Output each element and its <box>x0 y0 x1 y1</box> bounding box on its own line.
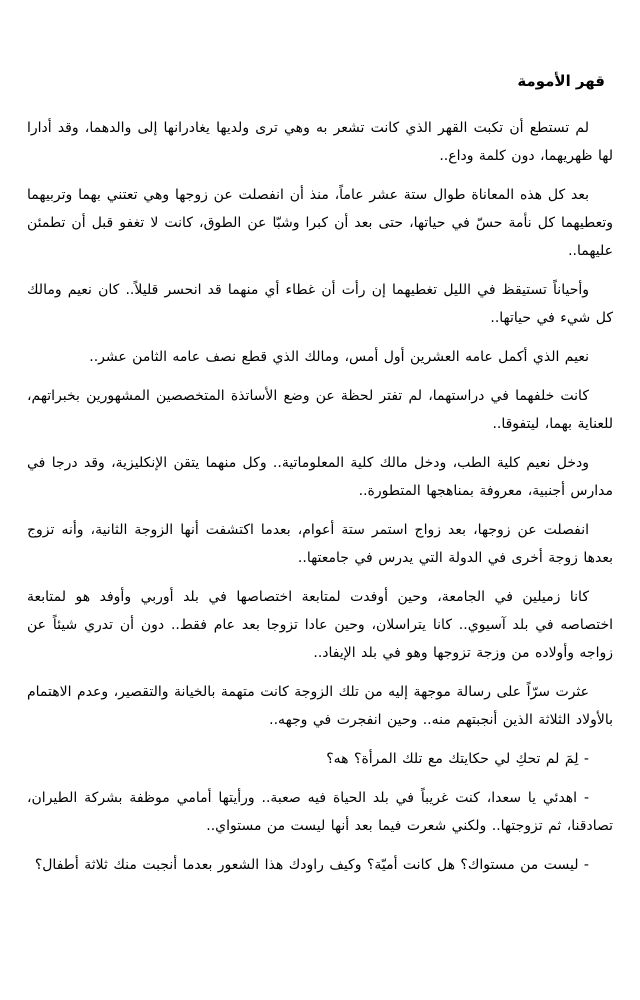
paragraph: كانت خلفهما في دراستهما، لم تفتر لحظة عن وضع الأساتذة المتخصصين المشهورين بخبراتهم، للعناية بهما، ليتفوقا.. <box>27 388 613 432</box>
paragraph: عثرت سرّاً على رسالة موجهة إليه من تلك الزوجة كانت متهمة بالخيانة والتقصير، وعدم الاهتمام بالأولاد الثلاثة الذين أنجبتهم منه.. وحين انفجرت في وجهه.. <box>27 684 613 728</box>
paragraph: بعد كل هذه المعاناة طوال ستة عشر عاماً، منذ أن انفصلت عن زوجها وهي تعتني بهما وتربيهما وتعطيهما كل نأمة حسّ في حياتها، حتى بعد أن كبرا وشبّا عن الطوق، كانت لا تغفو قبل أن تطمئن عليهما.. <box>27 187 613 259</box>
story-title: قهر الأمومة <box>517 72 605 90</box>
paragraph: انفصلت عن زوجها، بعد زواج استمر ستة أعوام، بعدما اكتشفت أنها الزوجة الثانية، وأنه تزوج بعدها زوجة أخرى في الدولة التي يدرس في جامعتها.. <box>27 522 613 566</box>
paragraph: وأحياناً تستيقظ في الليل تغطيهما إن رأت أن غطاء أي منهما قد انحسر قليلاً.. كان نعيم ومالك كل شيء في حياتها.. <box>27 282 613 326</box>
dialogue-line: - اهدئي يا سعدا، كنت غريباً في بلد الحياة فيه صعبة.. ورأيتها أمامي موظفة بشركة الطيران، تصادقنا، ثم تزوجتها.. ولكني شعرت فيما بعد أنها ليست من مستواي.. <box>27 790 613 834</box>
paragraph: لم تستطع أن تكبت القهر الذي كانت تشعر به وهي ترى ولديها يغادرانها إلى والدهما، وقد أدارا لها ظهريهما، دون كلمة وداع.. <box>27 120 613 164</box>
dialogue-line: - لِمَ لم تحكِ لي حكايتك مع تلك المرأة؟ هه؟ <box>326 751 589 767</box>
paragraph: ودخل نعيم كلية الطب، ودخل مالك كلية المعلوماتية.. وكل منهما يتقن الإنكليزية، وقد درجا في مدارس أجنبية، معروفة بمناهجها المتطورة.. <box>27 455 613 499</box>
dialogue-line: - ليست من مستواك؟ هل كانت أميّة؟ وكيف راودك هذا الشعور بعدما أنجبت منك ثلاثة أطفال؟ <box>34 857 589 873</box>
paragraph: نعيم الذي أكمل عامه العشرين أول أمس، ومالك الذي قطع نصف عامه الثامن عشر.. <box>89 349 589 365</box>
paragraph: كانا زميلين في الجامعة، وحين أوفدت لمتابعة اختصاصها في بلد أوربي وأوفد هو لمتابعة اختصاصه في بلد آسيوي.. كانا يتراسلان، وحين عادا تزوجا بعد عام فقط.. دون أن تدري شيئاً عن زواجه وأولاده من وزجة تزوجها وهو في بلد الإيفاد.. <box>27 589 613 661</box>
